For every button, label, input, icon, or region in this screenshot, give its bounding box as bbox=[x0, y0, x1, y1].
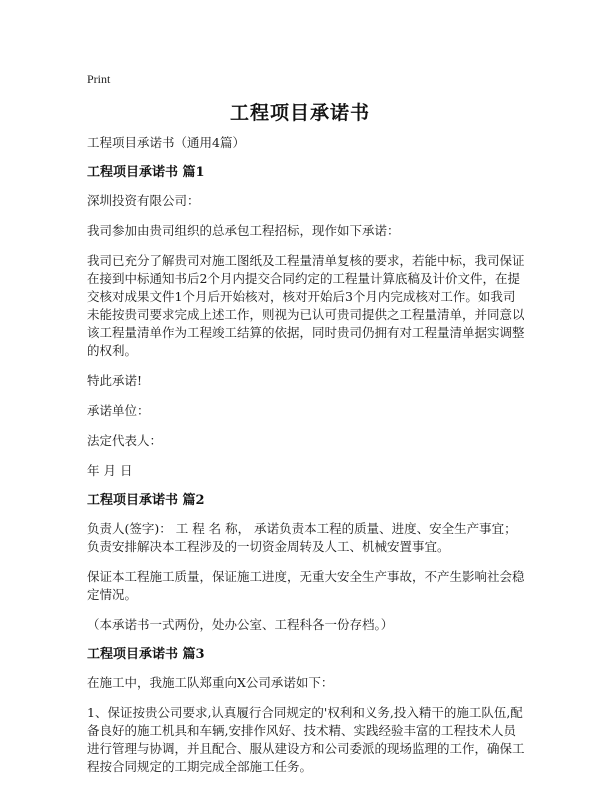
paragraph: 负责人(签字)： 工 程 名 称， 承诺负责本工程的质量、进度、安全生产事宜；负责安排解决本工程涉及的一切资金周转及人工、机械安置事宜。 bbox=[87, 521, 517, 554]
paragraph: 在施工中，我施工队郑重向X公司承诺如下： bbox=[87, 675, 334, 690]
page-title: 工程项目承诺书 bbox=[229, 102, 370, 124]
section-heading: 工程项目承诺书 篇2 bbox=[87, 493, 205, 508]
section-heading: 工程项目承诺书 篇1 bbox=[87, 165, 205, 180]
document-body bbox=[87, 134, 525, 788]
paragraph: 我司已充分了解贵司对施工图纸及工程量清单复核的要求，若能中标，我司保证在接到中标通知书后2个月内提交合同约定的工程量计算底稿及计价文件，在提交核对成果文件1个月后开始核对，核对开始后3个月内完成核对工作。如我司未能按贵司要求完成上述工作，则视为已认可贵司提供之工程量清单，并同意以该工程量清单作为工程竣工结算的依据，同时贵司仍拥有对工程量清单据实调整的权利。 bbox=[87, 253, 525, 358]
paragraph: 保证本工程施工质量，保证施工进度，无重大安全生产事故，不产生影响社会稳定情况。 bbox=[87, 569, 525, 602]
paragraph: 法定代表人： bbox=[87, 433, 163, 448]
paragraph: 承诺单位： bbox=[87, 403, 150, 418]
section-heading: 工程项目承诺书 篇3 bbox=[87, 647, 205, 662]
paragraph: 深圳投资有限公司： bbox=[87, 193, 200, 208]
paragraph: 年 月 日 bbox=[87, 463, 133, 478]
print-label: Print bbox=[87, 72, 111, 86]
paragraph: 特此承诺! bbox=[87, 373, 143, 388]
paragraph: 我司参加由贵司组织的总承包工程招标，现作如下承诺： bbox=[87, 223, 400, 238]
document-subtitle: 工程项目承诺书（通用4篇） bbox=[87, 135, 245, 150]
paragraph: （本承诺书一式两份，处办公室、工程科各一份存档。） bbox=[87, 617, 394, 632]
paragraph: 1、保证按贵公司要求,认真履行合同规定的'权利和义务,投入精干的施工队伍,配备良好的施工机具和车辆,安排作风好、技术精、实践经验丰富的工程技术人员进行管理与协调，并且配合、服从建设方和公司委派的现场监理的工作，确保工程按合同规定的工期完成全部施工任务。 bbox=[87, 705, 525, 774]
